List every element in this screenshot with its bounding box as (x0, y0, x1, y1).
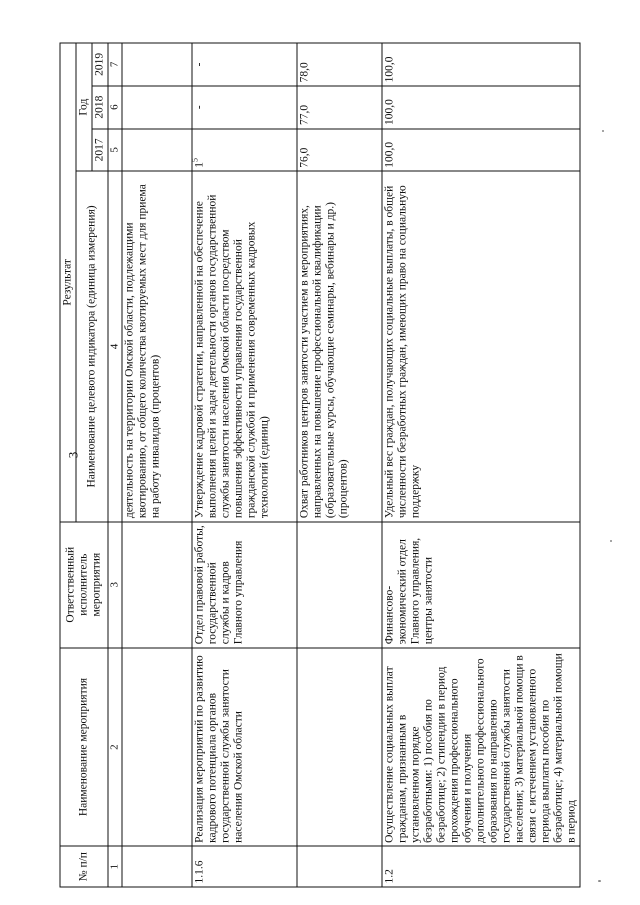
row-indicator: Утверждение кадровой стратегии, направленной на обеспечение выполнения целей и задач деятельности органов государственной службы занятости населения Омской области посредством повышения эффективности управления государственной гражданской службой и применения современных кадровых технологий (единиц) (192, 171, 297, 521)
col-number: 5 (108, 129, 122, 172)
row-executor (122, 522, 192, 648)
column-number-row (108, 43, 122, 887)
footnote-mark: 5 (190, 158, 200, 162)
row-no: 1.2 (382, 846, 580, 887)
header-no: № п/п (60, 846, 108, 887)
results-table (60, 43, 581, 888)
row-indicator: деятельность на территории Омской области, подлежащими квотированию, от общего количества квотируемых мест для приема на работу инвалидов (процентов) (122, 171, 192, 521)
row-indicator: Охват работников центров занятости участием в мероприятиях, направленных на повышение профессиональной квалификации (образовательные курсы, обучающие семинары, вебинары и др.) (процентов) (297, 171, 382, 521)
col-number: 6 (108, 86, 122, 129)
row-2019 (122, 43, 192, 86)
value-2017: 1 (193, 162, 206, 168)
row-2017 (122, 129, 192, 172)
row-executor (297, 522, 382, 648)
row-2019: 100,0 (382, 43, 580, 86)
table-row (382, 43, 580, 887)
row-event (297, 648, 382, 847)
scan-speck (610, 540, 612, 542)
scan-speck (598, 880, 601, 882)
row-event: Осуществление социальных выплат гражданам, признанным в установленном порядке безработными: 1) пособия по безработице; 2) стипендии в период прохождения профессионального обучения и получения дополнительного профессионального образования по направлению государственной службы занятости населения; 3) материальной помощи в связи с истечением установленного периода выплаты пособия по безработице; 4) материальной помощи в период (382, 648, 580, 847)
row-2019: - (192, 43, 297, 86)
row-executor: Отдел правовой работы, государственной службы и кадров Главного управления (192, 522, 297, 648)
page-number: 3 (65, 451, 81, 459)
row-2018: 77,0 (297, 86, 382, 129)
row-executor: Финансово-экономический отдел Главного управления, центры занятости (382, 522, 580, 648)
col-number: 2 (108, 648, 122, 847)
row-2018: 100,0 (382, 86, 580, 129)
header-2018: 2018 (92, 86, 108, 129)
row-2017 (192, 129, 297, 172)
col-number: 1 (108, 846, 122, 887)
row-2019: 78,0 (297, 43, 382, 86)
col-number: 4 (108, 171, 122, 521)
row-2017: 76,0 (297, 129, 382, 172)
row-no: 1.1.6 (192, 846, 297, 887)
header-result: Результат (60, 43, 76, 522)
header-2019: 2019 (92, 43, 108, 86)
header-indicator: Наименование целевого индикатора (единица измерения) (76, 171, 108, 521)
header-executor: Ответственный исполнитель мероприятия (60, 522, 108, 648)
row-2018: - (192, 86, 297, 129)
row-event: Реализация мероприятий по развитию кадрового потенциала органов государственной службы занятости населения Омской области (192, 648, 297, 847)
table-row (122, 43, 192, 887)
rotated-document (60, 43, 580, 888)
row-2018 (122, 86, 192, 129)
col-number: 7 (108, 43, 122, 86)
row-event (122, 648, 192, 847)
header-event: Наименование мероприятия (60, 648, 108, 847)
table-row (297, 43, 382, 887)
row-no (122, 846, 192, 887)
scan-speck (602, 130, 604, 132)
row-2017: 100,0 (382, 129, 580, 172)
row-indicator: Удельный вес граждан, получающих социальные выплаты, в общей численности безработных граждан, имеющих право на социальную поддержку (382, 171, 580, 521)
header-year: Год (76, 43, 92, 171)
header-row-1 (60, 43, 76, 887)
row-no (297, 846, 382, 887)
table-row (192, 43, 297, 887)
header-2017: 2017 (92, 129, 108, 172)
col-number: 3 (108, 522, 122, 648)
